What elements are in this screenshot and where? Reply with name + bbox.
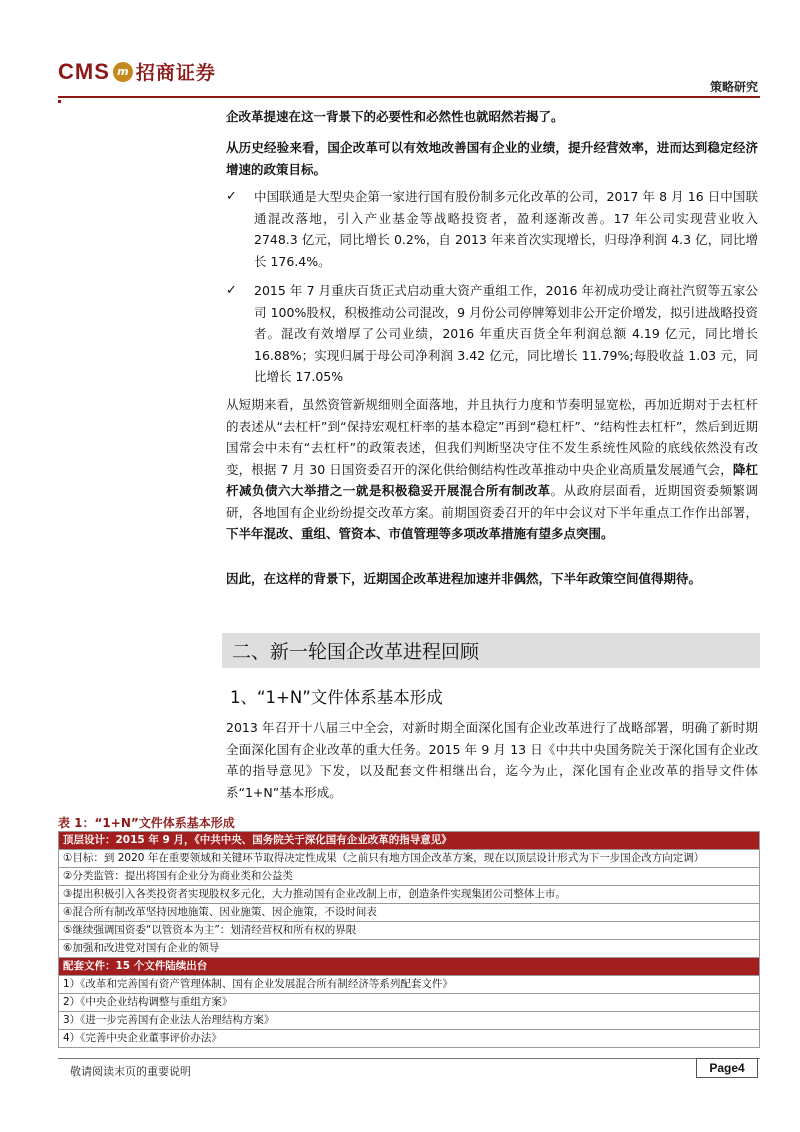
table-row <box>59 868 760 886</box>
logo-mark-icon: m <box>113 62 133 82</box>
paragraph-5-text: 2013 年召开十八届三中全会，对新时期全面深化国有企业改革进行了战略部署，明确了新时期全面深化国有企业改革的重大任务。2015 年 9 月 13 日《中共中央国务院关于深化国有企业改革的指导意见》下发，以及配套文件相继出台，迄今为止，深化国有企业改革的指导文件体系“1+N”基本形成。 <box>226 720 758 800</box>
logo-cms-text: CMS <box>58 58 110 84</box>
footer-divider <box>58 1058 760 1059</box>
header-divider <box>58 96 760 98</box>
table-row <box>59 1012 760 1030</box>
header-dot <box>58 100 61 103</box>
footer-disclaimer: 敬请阅读末页的重要说明 <box>70 1065 191 1078</box>
paragraph-3-part-b: 降杠杆减负债六大举措之一就是积极稳妥开展混合所有制改革 <box>226 461 758 498</box>
paragraph-3-text <box>226 394 758 545</box>
table-cell: ④混合所有制改革坚持因地施策、因业施策、因企施策，不设时间表 <box>59 904 760 922</box>
table-row <box>59 940 760 958</box>
company-logo <box>58 58 216 85</box>
bullet-text: 2015 年 7 月重庆百货正式启动重大资产重组工作，2016 年初成功受让商社汽贸等五家公司 100%股权，积极推动公司混改，9 月份公司停牌筹划非公开定价增发，拟引进战略投资者。混改有效增厚了公司业绩，2016 年重庆百货全年利润总额 4.19 亿元，同比增长 16.88%；实现归属于母公司净利润 3.42 亿元，同比增长 11.79%;每股收益 1.03 元，同比增长 17.05% <box>254 283 758 384</box>
checkmark-icon: ✓ <box>226 283 237 298</box>
table-header-row <box>59 832 760 850</box>
table-row <box>59 976 760 994</box>
bullet-text: 中国联通是大型央企第一家进行国有股份制多元化改革的公司，2017 年 8 月 16 日中国联通混改落地，引入产业基金等战略投资者，盈利逐渐改善。17 年公司实现营业收入 2748.3 亿元，同比增长 0.2%，自 2013 年来首次实现增长，归母净利润 4.3 亿，同比增长 176.4%。 <box>254 189 758 269</box>
paragraph-1 <box>226 106 758 128</box>
table-caption: 表 1：“1+N”文件体系基本形成 <box>58 816 235 830</box>
paragraph-4-text: 因此，在这样的背景下，近期国企改革进程加速并非偶然，下半年政策空间值得期待。 <box>226 571 702 586</box>
bullet-item-unicom <box>226 186 758 272</box>
table-row <box>59 886 760 904</box>
table-cell: ③提出积极引入各类投资者实现股权多元化，大力推动国有企业改制上市，创造条件实现集团公司整体上市。 <box>59 886 760 904</box>
section-title: 二、新一轮国企改革进程回顾 <box>232 641 480 663</box>
logo-brand-text: 招商证券 <box>135 62 216 84</box>
paragraph-3-part-c: 。从政府层面看，近期国资委频繁调研，各地国有企业纷纷提交改革方案。前期国资委召开的年中会议对下半年重点工作作出部署， <box>226 483 758 520</box>
page-number: Page4 <box>696 1058 758 1078</box>
policy-table <box>58 831 760 1048</box>
checkmark-icon: ✓ <box>226 189 237 204</box>
table-cell: 顶层设计：2015 年 9 月，《中共中央、国务院关于深化国有企业改革的指导意见》 <box>59 832 760 850</box>
sub-section-title: 1、“1+N”文件体系基本形成 <box>230 688 443 707</box>
paragraph-4 <box>226 568 758 590</box>
section-heading-bar <box>222 633 760 668</box>
table-row <box>59 1030 760 1048</box>
table-row <box>59 922 760 940</box>
paragraph-2-text: 从历史经验来看，国企改革可以有效地改善国有企业的业绩，提升经营效率，进而达到稳定经济增速的政策目标。 <box>226 140 758 177</box>
paragraph-2 <box>226 137 758 180</box>
table-cell: ⑤继续强调国资委“以管资本为主”：划清经营权和所有权的界限 <box>59 922 760 940</box>
paragraph-3-part-a: 从短期来看，虽然资管新规细则全面落地，并且执行力度和节奏明显宽松，再加近期对于去杠杆的表述从“去杠杆”到“保持宏观杠杆率的基本稳定”再到“稳杠杆”、“结构性去杠杆”，然后到近期国常会中未有“去杠杆”的政策表述，但我们判断坚决守住不发生系统性风险的底线依然没有改变，根据 7 月 30 日国资委召开的深化供给侧结构性改革推动中央企业高质量发展通气会， <box>226 397 758 477</box>
paragraph-3 <box>226 394 758 545</box>
table-cell: ②分类监管：提出将国有企业分为商业类和公益类 <box>59 868 760 886</box>
table-cell: 4）《完善中央企业董事评价办法》 <box>59 1030 760 1048</box>
paragraph-3-part-d: 下半年混改、重组、管资本、市值管理等多项改革措施有望多点突围。 <box>226 526 614 541</box>
table-cell: 3）《进一步完善国有企业法人治理结构方案》 <box>59 1012 760 1030</box>
table-row <box>59 904 760 922</box>
table-row <box>59 994 760 1012</box>
table-cell: ⑥加强和改进党对国有企业的领导 <box>59 940 760 958</box>
table-cell: 2）《中央企业结构调整与重组方案》 <box>59 994 760 1012</box>
table-cell: 1）《改革和完善国有资产管理体制、国有企业发展混合所有制经济等系列配套文件》 <box>59 976 760 994</box>
paragraph-1-text: 企改革提速在这一背景下的必要性和必然性也就昭然若揭了。 <box>226 109 564 124</box>
paragraph-5 <box>226 717 758 803</box>
bullet-item-chongqing <box>226 280 758 388</box>
report-category: 策略研究 <box>709 80 758 94</box>
table-header-row <box>59 958 760 976</box>
table-cell: ①目标：到 2020 年在重要领域和关键环节取得决定性成果（之前只有地方国企改革方案，现在以顶层设计形式为下一步国企改方向定调） <box>59 850 760 868</box>
table-cell: 配套文件：15 个文件陆续出台 <box>59 958 760 976</box>
table-row <box>59 850 760 868</box>
